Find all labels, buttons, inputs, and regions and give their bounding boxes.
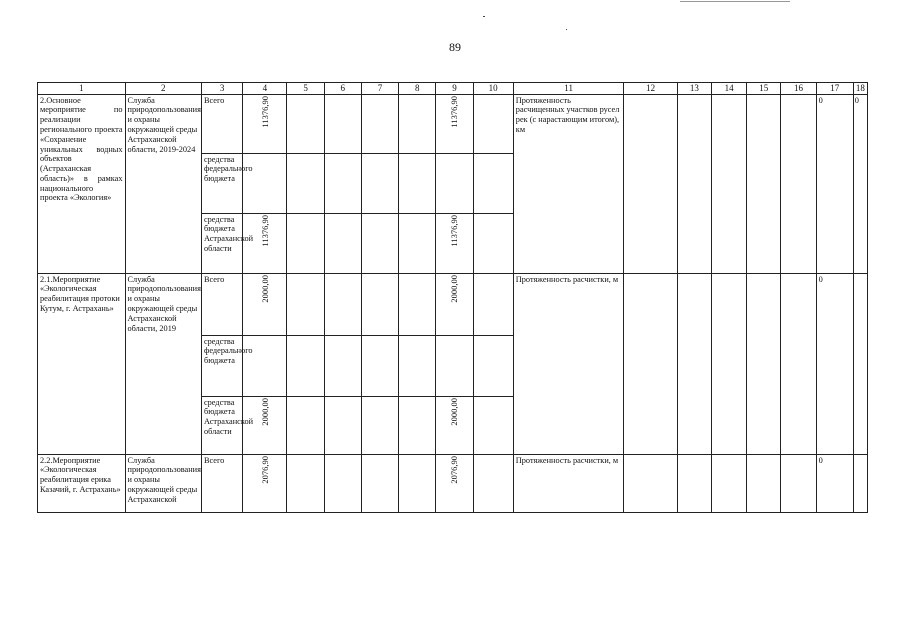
value-cell: 0 bbox=[816, 94, 853, 273]
empty-cell bbox=[473, 94, 513, 153]
empty-cell bbox=[436, 335, 473, 396]
amount-value: 11376,90 bbox=[259, 95, 270, 128]
source-cell: Всего bbox=[201, 94, 242, 153]
column-header: 17 bbox=[816, 83, 853, 95]
column-header: 3 bbox=[201, 83, 242, 95]
value-cell: 0 bbox=[816, 273, 853, 454]
empty-cell bbox=[747, 454, 781, 512]
empty-cell bbox=[473, 396, 513, 454]
empty-cell bbox=[473, 335, 513, 396]
source-cell: средства федерального бюджета bbox=[201, 153, 242, 213]
empty-cell bbox=[361, 273, 398, 335]
empty-cell bbox=[324, 335, 361, 396]
value-cell bbox=[853, 273, 867, 454]
table-row bbox=[38, 454, 868, 512]
empty-cell bbox=[287, 396, 324, 454]
empty-cell bbox=[324, 213, 361, 273]
scan-speck bbox=[566, 29, 567, 30]
indicator-cell: Протяженность расчистки, м bbox=[513, 273, 624, 454]
empty-cell bbox=[747, 273, 781, 454]
empty-cell bbox=[361, 153, 398, 213]
column-header: 14 bbox=[711, 83, 746, 95]
source-cell: средства федерального бюджета bbox=[201, 335, 242, 396]
page-number: 89 bbox=[449, 40, 461, 54]
empty-cell bbox=[711, 273, 746, 454]
empty-cell bbox=[747, 94, 781, 273]
column-header: 1 bbox=[38, 83, 126, 95]
column-header: 11 bbox=[513, 83, 624, 95]
empty-cell bbox=[399, 94, 436, 153]
amount-cell bbox=[243, 273, 287, 335]
amount-value: 2000,00 bbox=[259, 274, 270, 303]
column-header: 8 bbox=[399, 83, 436, 95]
empty-cell bbox=[324, 273, 361, 335]
empty-cell bbox=[399, 213, 436, 273]
empty-cell bbox=[287, 273, 324, 335]
value-cell bbox=[853, 454, 867, 512]
empty-cell bbox=[243, 335, 287, 396]
empty-cell bbox=[399, 273, 436, 335]
amount-cell bbox=[436, 396, 473, 454]
empty-cell bbox=[287, 94, 324, 153]
indicator-cell: Протяженность расчистки, м bbox=[513, 454, 624, 512]
event-cell: 2.Основное мероприятие по реализации регионального проекта «Сохранение уникальных водных объектов (Астраханская область)» в рамках национального проекта «Экология» bbox=[38, 94, 126, 273]
column-header: 4 bbox=[243, 83, 287, 95]
empty-cell bbox=[324, 454, 361, 512]
empty-cell bbox=[399, 335, 436, 396]
empty-cell bbox=[243, 153, 287, 213]
empty-cell bbox=[361, 94, 398, 153]
amount-cell bbox=[436, 94, 473, 153]
program-table bbox=[37, 82, 868, 513]
amount-value: 2000,00 bbox=[259, 397, 270, 426]
empty-cell bbox=[711, 94, 746, 273]
empty-cell bbox=[473, 273, 513, 335]
scan-speck bbox=[483, 16, 485, 17]
column-header: 16 bbox=[781, 83, 816, 95]
empty-cell bbox=[781, 273, 816, 454]
empty-cell bbox=[624, 94, 677, 273]
empty-cell bbox=[781, 454, 816, 512]
empty-cell bbox=[361, 335, 398, 396]
amount-value: 11376,90 bbox=[449, 214, 460, 247]
empty-cell bbox=[624, 273, 677, 454]
amount-cell bbox=[243, 213, 287, 273]
event-cell: 2.2.Мероприятие «Экологическая реабилитация ерика Казачий, г. Астрахань» bbox=[38, 454, 126, 512]
column-header: 18 bbox=[853, 83, 867, 95]
amount-cell bbox=[243, 454, 287, 512]
amount-value: 2076,90 bbox=[259, 455, 270, 484]
scan-line bbox=[680, 1, 790, 2]
empty-cell bbox=[624, 454, 677, 512]
empty-cell bbox=[781, 94, 816, 273]
amount-value: 2000,00 bbox=[449, 274, 460, 303]
empty-cell bbox=[287, 454, 324, 512]
empty-cell bbox=[473, 213, 513, 273]
empty-cell bbox=[473, 153, 513, 213]
column-header: 9 bbox=[436, 83, 473, 95]
empty-cell bbox=[361, 213, 398, 273]
column-header: 7 bbox=[361, 83, 398, 95]
column-header: 15 bbox=[747, 83, 781, 95]
value-cell: 0 bbox=[816, 454, 853, 512]
amount-value: 11376,90 bbox=[259, 214, 270, 247]
source-cell: Всего bbox=[201, 273, 242, 335]
executor-cell: Служба природопользования и охраны окружающей среды Астраханской bbox=[125, 454, 201, 512]
amount-value: 2076,90 bbox=[449, 455, 460, 484]
source-cell: Всего bbox=[201, 454, 242, 512]
source-cell: средства бюджета Астраханской области bbox=[201, 396, 242, 454]
executor-cell: Служба природопользования и охраны окружающей среды Астраханской области, 2019 bbox=[125, 273, 201, 454]
empty-cell bbox=[287, 153, 324, 213]
amount-value: 11376,90 bbox=[449, 95, 460, 128]
table-row bbox=[38, 94, 868, 153]
empty-cell bbox=[436, 153, 473, 213]
column-header: 5 bbox=[287, 83, 324, 95]
empty-cell bbox=[287, 213, 324, 273]
source-cell: средства бюджета Астраханской области bbox=[201, 213, 242, 273]
value-cell: 0 bbox=[853, 94, 867, 273]
executor-cell: Служба природопользования и охраны окружающей среды Астраханской области, 2019-2024 bbox=[125, 94, 201, 273]
empty-cell bbox=[399, 454, 436, 512]
empty-cell bbox=[324, 396, 361, 454]
empty-cell bbox=[324, 94, 361, 153]
empty-cell bbox=[361, 396, 398, 454]
amount-cell bbox=[243, 94, 287, 153]
header-row bbox=[38, 83, 868, 95]
amount-cell bbox=[436, 273, 473, 335]
empty-cell bbox=[677, 454, 711, 512]
empty-cell bbox=[287, 335, 324, 396]
empty-cell bbox=[677, 273, 711, 454]
empty-cell bbox=[361, 454, 398, 512]
indicator-cell: Протяженность расчищенных участков русел рек (с нарастающим итогом), км bbox=[513, 94, 624, 273]
column-header: 13 bbox=[677, 83, 711, 95]
empty-cell bbox=[399, 153, 436, 213]
amount-value: 2000,00 bbox=[449, 397, 460, 426]
empty-cell bbox=[677, 94, 711, 273]
column-header: 10 bbox=[473, 83, 513, 95]
column-header: 2 bbox=[125, 83, 201, 95]
empty-cell bbox=[473, 454, 513, 512]
empty-cell bbox=[324, 153, 361, 213]
column-header: 6 bbox=[324, 83, 361, 95]
event-cell: 2.1.Мероприятие «Экологическая реабилитация протоки Кутум, г. Астрахань» bbox=[38, 273, 126, 454]
amount-cell bbox=[436, 454, 473, 512]
column-header: 12 bbox=[624, 83, 677, 95]
table-row bbox=[38, 273, 868, 335]
amount-cell bbox=[436, 213, 473, 273]
empty-cell bbox=[399, 396, 436, 454]
empty-cell bbox=[711, 454, 746, 512]
